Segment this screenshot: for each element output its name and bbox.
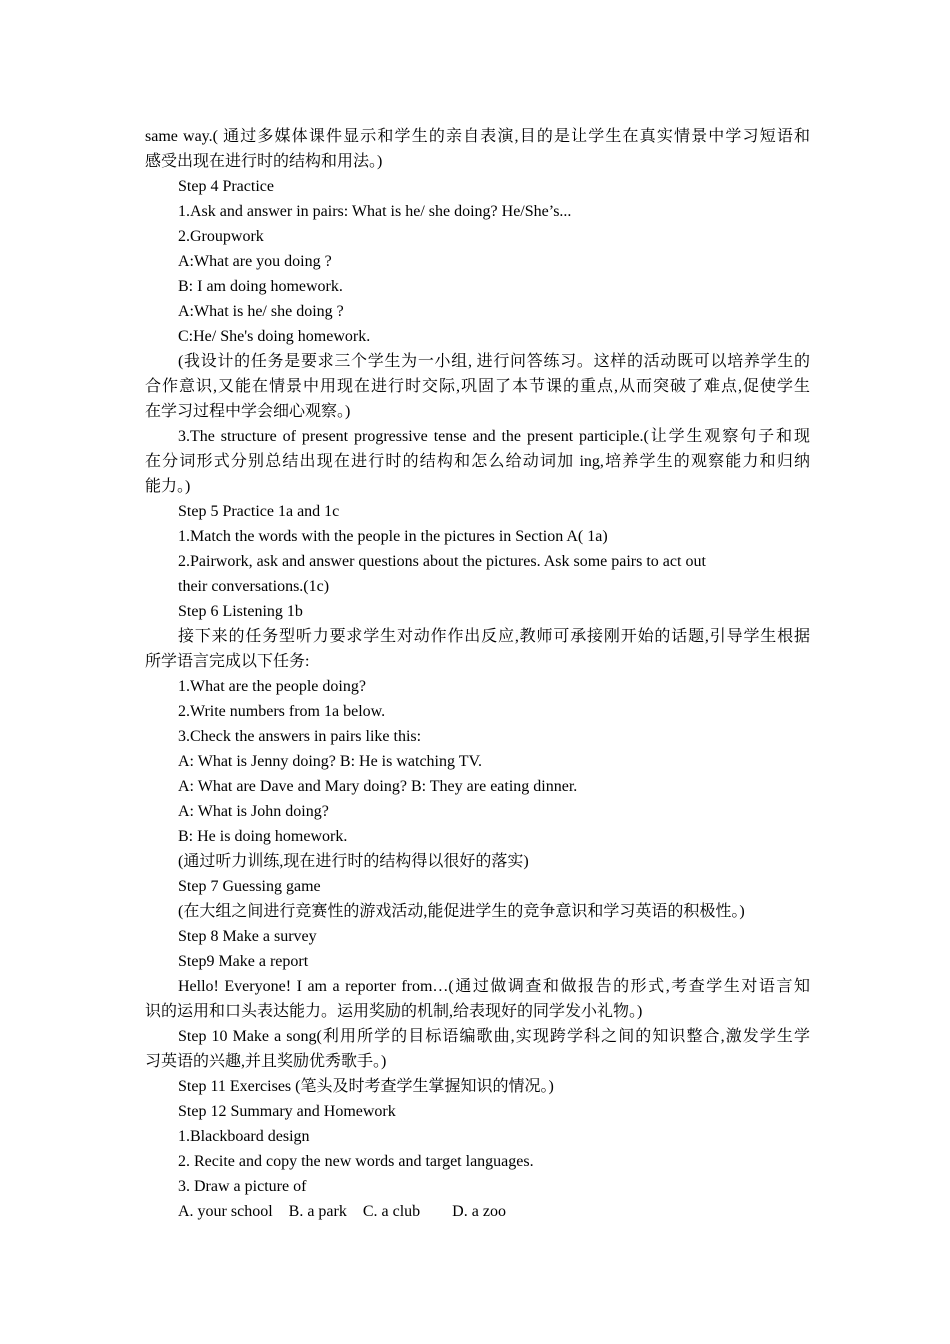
paragraph-line: 1.Ask and answer in pairs: What is he/ she doing? He/She’s... <box>178 203 572 220</box>
paragraph-line: 3.The structure of present progressive tense and the present participle.(让学生观察句子和现 <box>178 428 810 445</box>
paragraph-line: 能力。) <box>145 478 191 495</box>
dialogue-line: B: I am doing homework. <box>178 278 343 295</box>
dialogue-line: B: He is doing homework. <box>178 828 348 845</box>
step-heading: Step 6 Listening 1b <box>178 603 303 620</box>
paragraph-line: 所学语言完成以下任务: <box>145 653 310 670</box>
step-heading: Step 11 Exercises (笔头及时考查学生掌握知识的情况。) <box>178 1078 554 1095</box>
dialogue-line: A: What is Jenny doing? B: He is watching TV. <box>178 753 482 770</box>
options-line: A. your school B. a park C. a club D. a zoo <box>178 1203 506 1220</box>
paragraph-line: 在学习过程中学会细心观察。) <box>145 403 351 420</box>
paragraph-line: 3.Check the answers in pairs like this: <box>178 728 422 745</box>
step-heading: Step 4 Practice <box>178 178 274 195</box>
paragraph-line: their conversations.(1c) <box>178 578 330 595</box>
paragraph-line: Hello! Everyone! I am a reporter from…(通过做调查和做报告的形式,考查学生对语言知 <box>178 978 810 995</box>
dialogue-line: A:What are you doing ? <box>178 253 332 270</box>
paragraph-line: 习英语的兴趣,并且奖励优秀歌手。) <box>145 1053 387 1070</box>
paragraph-line: (我设计的任务是要求三个学生为一小组, 进行问答练习。这样的活动既可以培养学生的 <box>178 353 810 370</box>
paragraph-line: 2.Pairwork, ask and answer questions about the pictures. Ask some pairs to act out <box>178 553 706 570</box>
paragraph-line: 合作意识,又能在情景中用现在进行时交际,巩固了本节课的重点,从而突破了难点,促使学生 <box>145 378 810 395</box>
dialogue-line: A: What is John doing? <box>178 803 329 820</box>
dialogue-line: C:He/ She's doing homework. <box>178 328 371 345</box>
paragraph-line: 3. Draw a picture of <box>178 1178 307 1195</box>
paragraph-line: 1.Blackboard design <box>178 1128 310 1145</box>
paragraph-line: (在大组之间进行竞赛性的游戏活动,能促进学生的竞争意识和学习英语的积极性。) <box>178 903 745 920</box>
step-heading: Step 5 Practice 1a and 1c <box>178 503 340 520</box>
step-heading: Step 8 Make a survey <box>178 928 317 945</box>
paragraph-line: 接下来的任务型听力要求学生对动作作出反应,教师可承接刚开始的话题,引导学生根据 <box>178 628 810 645</box>
paragraph-line: same way.( 通过多媒体课件显示和学生的亲自表演,目的是让学生在真实情景中学习短语和 <box>145 128 810 145</box>
paragraph-line: 2. Recite and copy the new words and target languages. <box>178 1153 534 1170</box>
paragraph-line: 2.Groupwork <box>178 228 264 245</box>
paragraph-line: 1.What are the people doing? <box>178 678 366 695</box>
paragraph-line: 2.Write numbers from 1a below. <box>178 703 386 720</box>
paragraph-line: (通过听力训练,现在进行时的结构得以很好的落实) <box>178 853 529 870</box>
step-heading: Step9 Make a report <box>178 953 309 970</box>
paragraph-line: 感受出现在进行时的结构和用法。) <box>145 153 383 170</box>
dialogue-line: A: What are Dave and Mary doing? B: They are eating dinner. <box>178 778 578 795</box>
step-heading: Step 12 Summary and Homework <box>178 1103 396 1120</box>
paragraph-line: 1.Match the words with the people in the pictures in Section A( 1a) <box>178 528 608 545</box>
step-heading: Step 7 Guessing game <box>178 878 321 895</box>
paragraph-line: 在分词形式分别总结出现在进行时的结构和怎么给动词加 ing,培养学生的观察能力和归纳 <box>145 453 810 470</box>
dialogue-line: A:What is he/ she doing ? <box>178 303 344 320</box>
paragraph-line: Step 10 Make a song(利用所学的目标语编歌曲,实现跨学科之间的知识整合,激发学生学 <box>178 1028 810 1045</box>
paragraph-line: 识的运用和口头表达能力。运用奖励的机制,给表现好的同学发小礼物。) <box>145 1003 643 1020</box>
